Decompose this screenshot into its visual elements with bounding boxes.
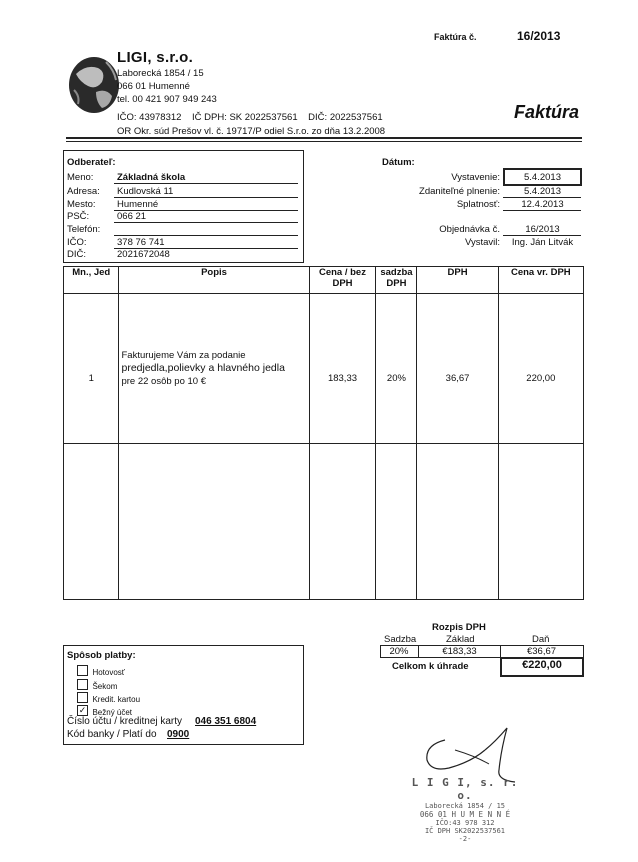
stamp-line: 066 01 H U M E N N É — [419, 810, 511, 819]
empty-cell — [376, 444, 417, 600]
customer-label-dic: DIČ: — [67, 249, 86, 260]
payment-option-label: Šekom — [92, 682, 118, 691]
col-header-vat-rate: sadzba DPH — [376, 267, 417, 294]
total-label: Celkom k úhrade — [392, 661, 469, 672]
empty-cell — [417, 444, 498, 600]
order-value: 16/2013 — [525, 224, 560, 235]
date-line-2 — [503, 210, 581, 211]
issuer-label: Vystavil: — [464, 237, 500, 248]
customer-label-name: Meno: — [67, 172, 94, 183]
issuer-value: Ing. Ján Litvák — [511, 237, 574, 248]
customer-label-phone: Telefón: — [67, 224, 101, 235]
date-line-3 — [503, 235, 581, 236]
items-table — [63, 266, 584, 600]
empty-cell — [498, 444, 583, 600]
date-label-taxable: Zdaniteľné plnenie: — [419, 186, 500, 197]
customer-value-name: Základná škola — [117, 172, 186, 183]
payment-option-label: Kredit. kartou — [92, 695, 141, 704]
vat-summary-heading: Rozpis DPH — [432, 622, 486, 633]
stamp-line: IČ DPH SK2022537561 — [424, 827, 506, 835]
date-value-due: 12.4.2013 — [521, 199, 564, 210]
doc-title: Faktúra — [514, 102, 580, 122]
customer-value-city: Humenné — [117, 199, 159, 210]
dates-heading: Dátum: — [382, 157, 415, 168]
order-label: Objednávka č. — [439, 224, 500, 235]
customer-line-2 — [114, 197, 298, 198]
customer-line-5 — [114, 235, 298, 236]
checkbox-cash[interactable] — [77, 665, 88, 676]
item-description-line-2: predjedla,polievky a hlavného jedla — [121, 362, 285, 374]
payment-option-label: Hotovosť — [92, 668, 125, 677]
date-value-issued: 5.4.2013 — [524, 172, 561, 183]
col-header-price-gross: Cena vr. DPH — [498, 267, 583, 294]
customer-label-address: Adresa: — [67, 186, 100, 197]
date-line-1 — [503, 197, 581, 198]
vat-col-base: Základ — [446, 634, 475, 645]
account-label: Číslo účtu / kreditnej karty — [67, 716, 183, 727]
company-address-2: 066 01 Humenné — [117, 81, 190, 92]
items-header-row — [64, 267, 584, 294]
table-row — [64, 294, 584, 444]
customer-value-address: Kudlovská 11 — [117, 186, 174, 197]
invoice-number: 16/2013 — [517, 29, 561, 43]
table-row-empty — [64, 444, 584, 600]
company-name: LIGI, s.r.o. — [117, 49, 194, 66]
date-value-taxable: 5.4.2013 — [524, 186, 561, 197]
customer-heading: Odberateľ: — [67, 157, 116, 168]
company-register: OR Okr. súd Prešov vl. č. 19717/P odiel S.r.o. zo dňa 13.2.2008 — [117, 126, 386, 137]
header-rule-2 — [66, 141, 582, 142]
account-value: 046 351 6804 — [195, 716, 257, 727]
item-description-line-1: Fakturujeme Vám za podanie — [121, 350, 246, 361]
company-logo — [66, 52, 122, 116]
empty-cell — [64, 444, 119, 600]
company-phone: tel. 00 421 907 949 243 — [117, 94, 217, 105]
date-label-due: Splatnosť: — [456, 199, 500, 210]
stamp-line: IČO:43 978 312 — [435, 819, 495, 827]
col-header-description: Popis — [119, 267, 309, 294]
payment-option-label: Bežný účet — [92, 708, 133, 717]
customer-label-zip: PSČ: — [67, 211, 90, 222]
item-description — [119, 294, 309, 444]
item-description-line-3: pre 22 osôb po 10 € — [121, 376, 206, 387]
customer-line-4 — [114, 222, 298, 223]
checkbox-bank[interactable]: ✓ — [78, 705, 87, 716]
customer-value-dic: 2021672048 — [117, 249, 170, 260]
customer-value-zip: 066 21 — [117, 211, 147, 222]
total-value: €220,00 — [522, 659, 562, 671]
bank-label: Kód banky / Platí do — [67, 729, 157, 740]
company-stamp — [410, 776, 520, 843]
vat-col-rate: Sadzba — [384, 634, 417, 645]
col-header-price-net: Cena / bez DPH — [309, 267, 376, 294]
stamp-line: Laborecká 1854 / 15 — [424, 802, 506, 810]
vat-base-value: €183,33 — [442, 646, 477, 657]
item-price-net: 183,33 — [309, 294, 376, 444]
header-rule-1 — [66, 137, 582, 139]
customer-label-ico: IČO: — [67, 237, 87, 248]
payment-heading: Spôsob platby: — [67, 650, 136, 661]
company-ids: IČO: 43978312 IČ DPH: SK 2022537561 DIČ: 2022537561 — [117, 112, 383, 123]
vat-tax-value: €36,67 — [526, 646, 557, 657]
company-address-1: Laborecká 1854 / 15 — [117, 68, 204, 79]
customer-value-ico: 378 76 741 — [117, 237, 165, 248]
empty-cell — [119, 444, 309, 600]
stamp-line: -2- — [458, 835, 472, 843]
item-vat-rate: 20% — [376, 294, 417, 444]
empty-cell — [309, 444, 376, 600]
stamp-line: L I G I, s. r. o. — [411, 776, 519, 802]
vat-rate-value: 20% — [389, 646, 409, 657]
item-qty: 1 — [64, 294, 119, 444]
item-price-gross: 220,00 — [498, 294, 583, 444]
invoice-label: Faktúra č. — [434, 32, 477, 42]
customer-label-city: Mesto: — [67, 199, 96, 210]
col-header-qty: Mn., Jed — [64, 267, 119, 294]
customer-line-1 — [114, 183, 298, 184]
bank-value: 0900 — [167, 729, 190, 740]
vat-col-tax: Daň — [532, 634, 550, 645]
col-header-vat: DPH — [417, 267, 498, 294]
item-vat: 36,67 — [417, 294, 498, 444]
date-label-issued: Vystavenie: — [451, 172, 500, 183]
